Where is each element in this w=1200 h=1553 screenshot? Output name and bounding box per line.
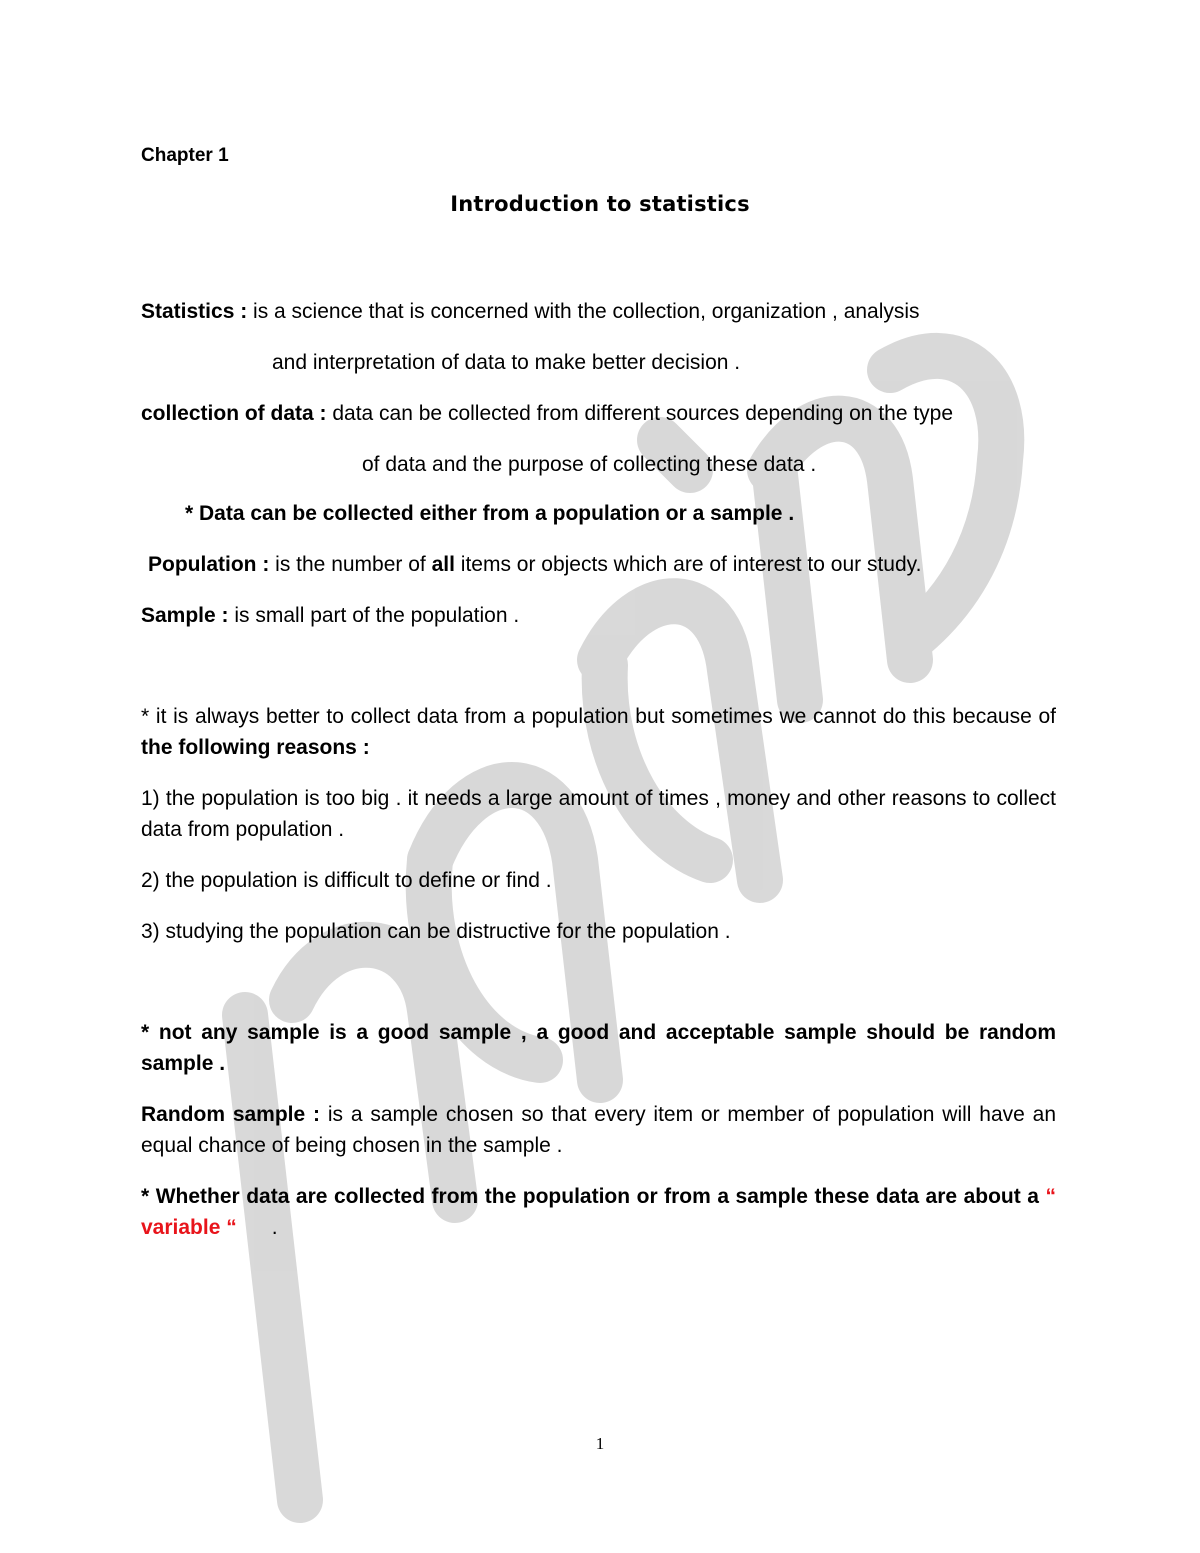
random-sample-definition <box>141 1099 1056 1161</box>
variable-note <box>141 1181 1056 1243</box>
good-sample-note: * not any sample is a good sample , a good and acceptable sample should be random sample . <box>141 1021 1056 1075</box>
population-emphasis: all <box>431 553 455 576</box>
page-number: 1 <box>595 1434 605 1453</box>
statistics-text-line2: and interpretation of data to make better decision . <box>272 351 741 374</box>
statistics-text-line1: is a science that is concerned with the collection, organization , analysis <box>247 300 920 323</box>
variable-note-text: * Whether data are collected from the population or from a sample these data are about a <box>141 1185 1046 1208</box>
random-sample-term: Random sample : <box>141 1103 321 1126</box>
collection-text-line1: data can be collected from different sources depending on the type <box>326 402 954 425</box>
reason-item: 3) studying the population can be distructive for the population . <box>141 920 731 943</box>
collection-text-line2: of data and the purpose of collecting these data . <box>362 453 817 476</box>
statistics-term: Statistics : <box>141 300 248 323</box>
reasons-intro-text: * it is always better to collect data from a population but sometimes we cannot do this because of <box>141 705 1056 728</box>
random-sample-text: is a sample chosen so that every item or member of population will have an equal chance of being chosen in the sample . <box>141 1103 1056 1157</box>
variable-note-ending: . <box>236 1216 278 1239</box>
reason-item: 2) the population is difficult to define or find . <box>141 869 552 892</box>
sample-text: is small part of the population . <box>228 604 520 627</box>
population-text-1: is the number of <box>269 553 432 576</box>
population-term: Population : <box>148 553 270 576</box>
reasons-intro <box>141 701 1056 763</box>
collection-term: collection of data : <box>141 402 327 425</box>
collect-note: * Data can be collected either from a population or a sample . <box>185 502 795 525</box>
sample-term: Sample : <box>141 604 229 627</box>
collection-definition <box>141 398 953 429</box>
reasons-intro-emphasis: the following reasons : <box>141 736 370 759</box>
statistics-definition <box>141 296 920 327</box>
variable-highlight: “ variable “ <box>141 1185 1056 1239</box>
reason-item: 1) the population is too big . it needs a large amount of times , money and other reasons to collect data from population . <box>141 787 1056 841</box>
population-definition <box>148 549 921 580</box>
page-title: Introduction to statistics <box>450 192 750 216</box>
sample-definition <box>141 600 519 631</box>
chapter-label: Chapter 1 <box>141 145 229 166</box>
population-text-2: items or objects which are of interest to our study. <box>454 553 922 576</box>
